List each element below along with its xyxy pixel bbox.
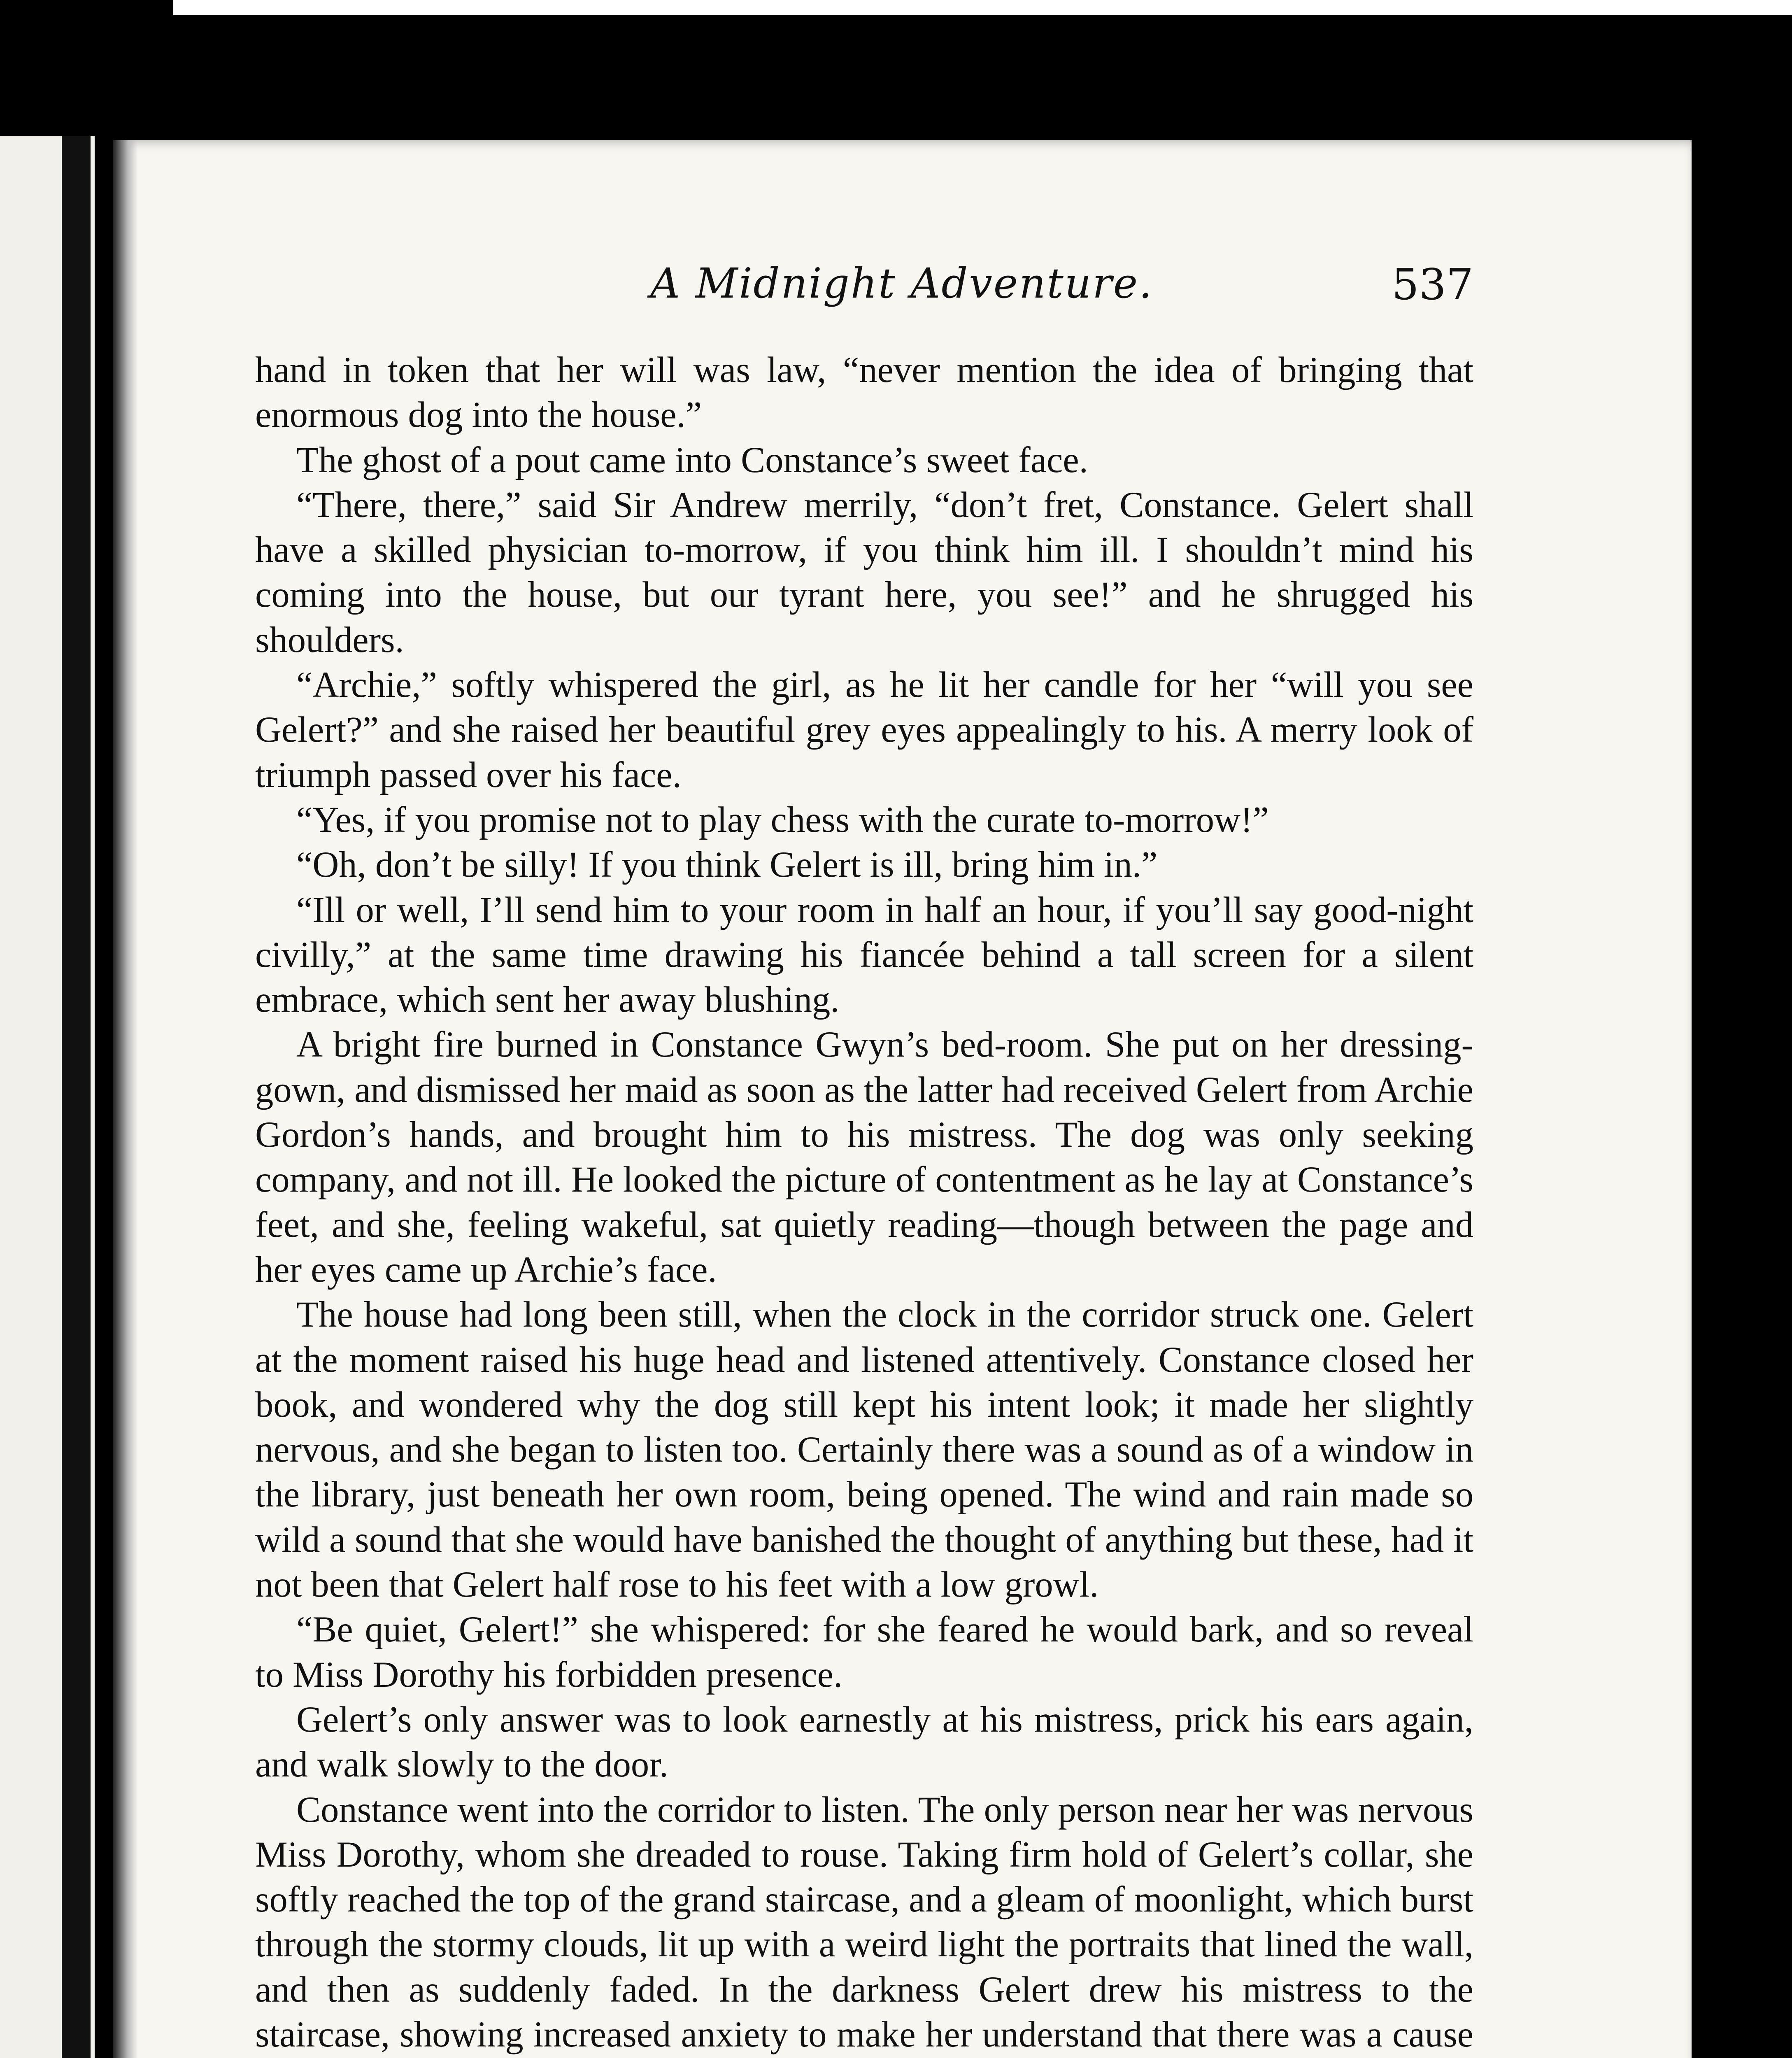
paragraph: The ghost of a pout came into Constance’s sweet face. — [296, 440, 1088, 480]
paragraph: “Ill or well, I’ll send him to your room in half an hour, if you’ll say good-night civilly,” at the same time drawing his fiancée behind a tall screen for a silent embrace, which sent her away blushing. — [255, 889, 1473, 1020]
page-gutter-shadow — [113, 140, 138, 2058]
paragraph: hand in token that her will was law, “never mention the idea of bringing that enormous dog into the house.” — [255, 350, 1473, 435]
binding-shadow — [62, 136, 91, 2058]
paragraph: The house had long been still, when the clock in the corridor struck one. Gelert at the moment raised his huge head and listened attentively. Constance closed her book, and wondered why the dog still kept his intent look; it made her slightly nervous, and she began to listen too. Certainly there was a sound as of a window in the library, just beneath her own room, being opened. The wind and rain made so wild a sound that she would have banished the thought of anything but these, had it not been that Gelert half rose to his feet with a low growl. — [255, 1294, 1473, 1605]
paragraph: Gelert’s only answer was to look earnestly at his mistress, prick his ears again, and walk slowly to the door. — [255, 1699, 1473, 1785]
page-number: 537 — [1392, 259, 1473, 310]
paragraph: “Archie,” softly whispered the girl, as he lit her candle for her “will you see Gelert?” and she raised her beautiful grey eyes appealingly to his. A merry look of triumph passed over his face. — [255, 665, 1473, 795]
paragraph: “Be quiet, Gelert!” she whispered: for she feared he would bark, and so reveal to Miss Dorothy his forbidden presence. — [255, 1609, 1473, 1695]
body-text — [255, 348, 1473, 2058]
paragraph: Constance went into the corridor to listen. The only person near her was nervous Miss Dorothy, whom she dreaded to rouse. Taking firm hold of Gelert’s collar, she softly reached the top of the grand staircase, and a gleam of moonlight, which burst through the stormy clouds, lit up with a weird light the portraits that lined the wall, and then as suddenly faded. In the darkness Gelert drew his mistress to the staircase, showing increased anxiety to make her understand that there was a cause — [255, 1789, 1473, 2055]
top-edge-strip — [173, 0, 1792, 15]
paragraph: “Oh, don’t be silly! If you think Gelert is ill, bring him in.” — [296, 845, 1158, 885]
paragraph: “Yes, if you promise not to play chess with the curate to-morrow!” — [296, 799, 1269, 840]
running-head: A Midnight Adventure. — [650, 259, 1153, 307]
page-header — [255, 259, 1473, 317]
paragraph: “There, there,” said Sir Andrew merrily, “don’t fret, Constance. Gelert shall have a skilled physician to-morrow, if you think him ill. I shouldn’t mind his coming into the house, but our tyrant here, you see!” and he shrugged his shoulders. — [255, 484, 1473, 660]
paragraph: A bright fire burned in Constance Gwyn’s bed-room. She put on her dressing-gown, and dismissed her maid as soon as the latter had received Gelert from Archie Gordon’s hands, and brought him to his mistress. The dog was only seeking company, and not ill. He looked the picture of contentment as he lay at Constance’s feet, and she, feeling wakeful, sat quietly reading—though between the page and her eyes came up Archie’s face. — [255, 1024, 1473, 1290]
